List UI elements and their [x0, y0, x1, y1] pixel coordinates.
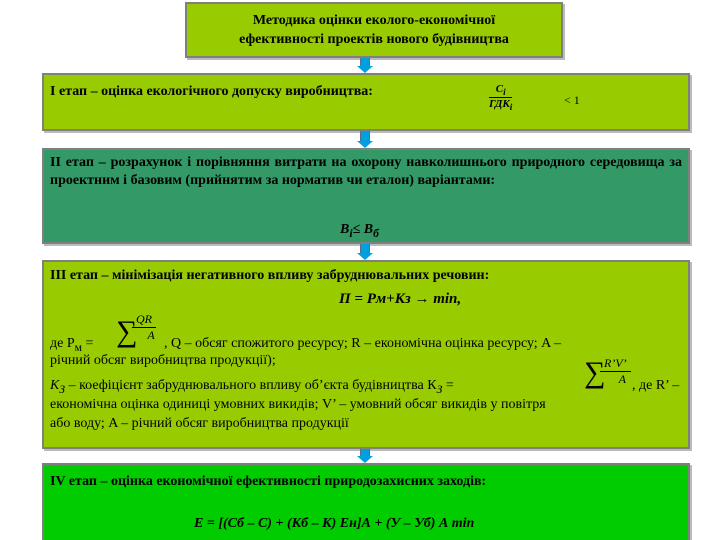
stage-3-line-3: $К_З$ – коефіцієнт забруднювального впливу об’єкта будівництва $К_З$ = — [50, 378, 454, 396]
stage-2-formula: $B_i\le B_б$ — [340, 222, 379, 240]
down-arrow-icon — [357, 449, 373, 463]
stage-4-formula: E = [(Cб – C) + (Кб – К) Ен]А + (У – Уб) А min — [194, 516, 475, 531]
stage-3-line-5: або воду; A – річний обсяг виробництва продукції — [50, 416, 349, 431]
title-line-1: Методика оцінки еколого-економічної — [252, 13, 496, 28]
stage-3-line-2: річний обсяг виробництва продукції); — [50, 353, 276, 368]
stage-3-heading: ІІІ етап – мінімізація негативного впливу забруднювальних речовин: — [50, 268, 490, 283]
stage-1-fraction: $C_i$ $ГДК_i$ — [489, 83, 513, 113]
title-line-2: ефективності проектів нового будівництва — [239, 32, 509, 47]
stage-3-line-1-prefix: де $Р_м$ = — [50, 336, 94, 354]
stage-1-text: І етап – оцінка екологічного допуску виробництва: — [50, 84, 373, 99]
stage-2-box — [42, 148, 690, 244]
title-box — [185, 2, 563, 58]
stage-3-line-1-rest: , Q – обсяг спожитого ресурсу; R – економічна оцінка ресурсу; A – — [164, 336, 562, 351]
stage-3-fraction-2: $\frac{R’V’}{A}$ — [600, 356, 631, 387]
stage-3-line-4: економічна оцінка одиниці умовних викидів; V’ – умовний обсяг викидів у повітря — [50, 397, 546, 412]
stage-3-fraction-1: $\frac{QR}{A}$ — [132, 312, 156, 343]
stage-3-line-3-after: , де R’ – — [632, 378, 680, 393]
sum-symbol-2: ∑ — [584, 356, 606, 389]
stage-3-formula: П = Рм+Кз → min, — [339, 291, 462, 307]
down-arrow-icon — [357, 131, 373, 148]
down-arrow-icon — [357, 244, 373, 260]
stage-2-text: ІІ етап – розрахунок і порівняння витрати на охорону навколишнього природного середовища за проектним і базовим (прийнятим за норматив чи еталон) варіантами: — [50, 155, 682, 188]
stage-4-box — [42, 463, 690, 540]
down-arrow-icon — [357, 58, 373, 73]
stage-3-box — [42, 260, 690, 449]
stage-1-box — [42, 73, 690, 131]
sum-symbol-1: ∑ — [116, 315, 138, 348]
stage-4-heading: ІV етап – оцінка економічної ефективності природозахисних заходів: — [50, 474, 487, 489]
stage-1-relation: < 1 — [564, 93, 580, 107]
